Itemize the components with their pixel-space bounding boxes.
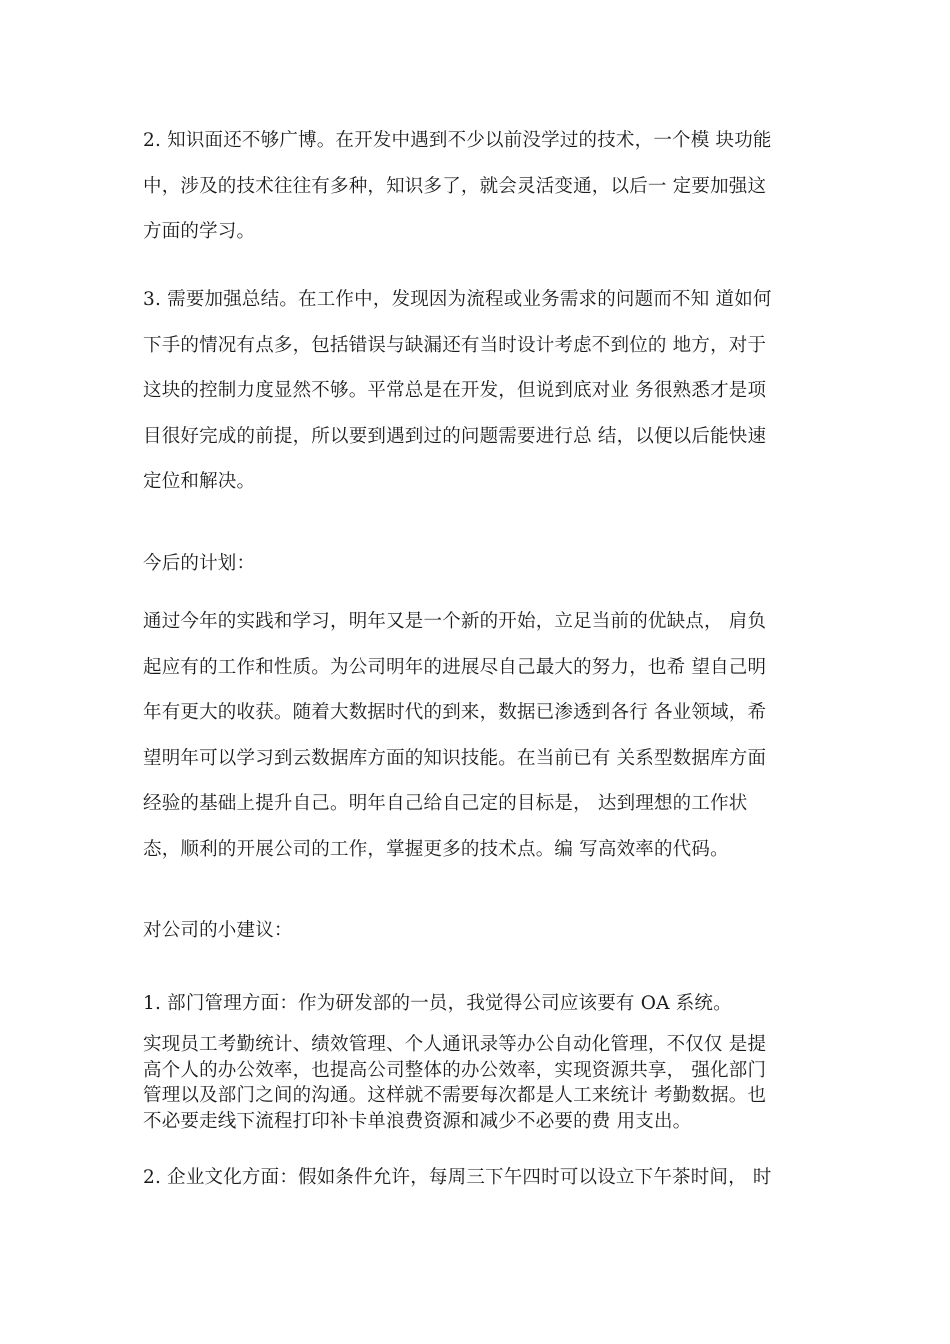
text-line: 起应有的工作和性质。为公司明年的进展尽自己最大的努力，也希 望自己明 xyxy=(143,656,767,678)
text-line: 中，涉及的技术往往有多种，知识多了，就会灵活变通，以后一 定要加强这 xyxy=(143,175,767,197)
text-line: 管理以及部门之间的沟通。这样就不需要每次都是人工来统计 考勤数据。也 xyxy=(143,1085,767,1106)
text-line: 实现员工考勤统计、绩效管理、个人通讯录等办公自动化管理，不仅仅 是提 xyxy=(143,1034,767,1055)
text-line: 对公司的小建议： xyxy=(143,920,293,941)
text-line: 经验的基础上提升自己。明年自己给自己定的目标是， 达到理想的工作状 xyxy=(143,793,748,814)
text-line: 1. 部门管理方面：作为研发部的一员，我觉得公司应该要有 OA 系统。 xyxy=(143,993,732,1014)
text-line: 2. 企业文化方面：假如条件允许，每周三下午四时可以设立下午茶时间， 时 xyxy=(143,1167,772,1188)
heading-company-suggestions xyxy=(143,908,833,954)
text-line: 高个人的办公效率，也提高公司整体的办公效率，实现资源共享， 强化部门 xyxy=(143,1059,767,1081)
text-line: 下手的情况有点多，包括错误与缺漏还有当时设计考虑不到位的 地方，对于 xyxy=(143,334,767,356)
paragraph-department-management xyxy=(143,981,833,1027)
text-line: 3. 需要加强总结。在工作中，发现因为流程或业务需求的问题而不知 道如何 xyxy=(143,289,772,310)
text-line: 2. 知识面还不够广博。在开发中遇到不少以前没学过的技术，一个模 块功能 xyxy=(143,130,772,151)
text-line: 目很好完成的前提，所以要到遇到过的问题需要进行总 结，以便以后能快速 xyxy=(143,425,767,447)
paragraph-summary-improvement xyxy=(143,277,833,505)
paragraph-knowledge-breadth xyxy=(143,118,833,255)
text-line: 通过今年的实践和学习，明年又是一个新的开始，立足当前的优缺点， 肩负 xyxy=(143,611,767,632)
heading-future-plan xyxy=(143,541,833,587)
text-line: 不必要走线下流程打印补卡单浪费资源和减少不必要的费 用支出。 xyxy=(143,1110,692,1132)
paragraph-future-plan xyxy=(143,599,833,872)
paragraph-oa-system-details xyxy=(143,1032,833,1134)
text-line: 这块的控制力度显然不够。平常总是在开发，但说到底对业 务很熟悉才是项 xyxy=(143,380,767,401)
text-line: 年有更大的收获。随着大数据时代的到来，数据已渗透到各行 各业领域，希 xyxy=(143,702,767,723)
text-line: 定位和解决。 xyxy=(143,471,256,492)
text-line: 态，顺利的开展公司的工作，掌握更多的技术点。编 写高效率的代码。 xyxy=(143,838,729,860)
text-line: 今后的计划： xyxy=(143,553,256,574)
text-line: 方面的学习。 xyxy=(143,221,256,242)
paragraph-corporate-culture xyxy=(143,1155,833,1201)
text-line: 望明年可以学习到云数据库方面的知识技能。在当前已有 关系型数据库方面 xyxy=(143,747,767,769)
